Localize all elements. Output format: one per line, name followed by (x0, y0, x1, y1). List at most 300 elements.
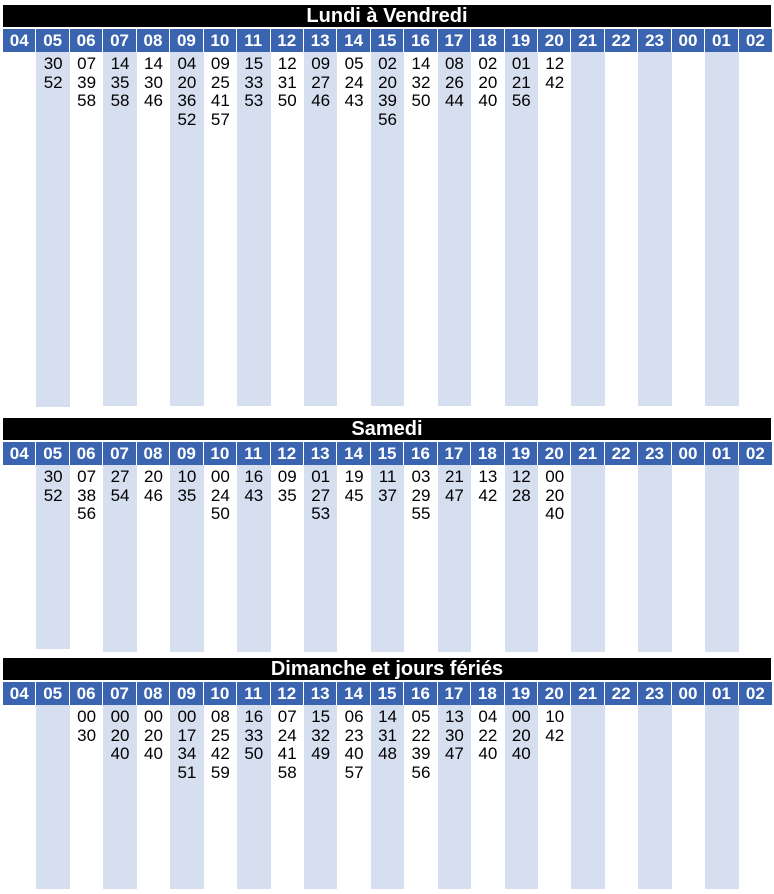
hour-cell: 15 (371, 682, 404, 705)
hour-column (471, 465, 504, 524)
hour-column (103, 705, 136, 782)
departure-minute: 06 (344, 707, 364, 726)
departure-minute: 55 (411, 504, 431, 523)
departure-minute: 46 (311, 91, 331, 110)
departure-minute: 35 (177, 485, 197, 505)
minutes-list (404, 52, 437, 111)
departure-minute: 12 (545, 54, 565, 73)
departure-minute: 09 (277, 467, 297, 486)
hour-cell: 12 (271, 442, 304, 465)
minutes-list (3, 705, 36, 708)
departure-minute: 23 (344, 725, 364, 745)
departure-minute: 14 (378, 707, 397, 726)
hour-cell: 23 (638, 682, 671, 705)
departure-minute: 53 (311, 504, 331, 523)
minutes-list (672, 705, 705, 708)
hour-cell: 19 (505, 442, 538, 465)
hour-cell: 22 (605, 682, 638, 705)
hour-cell: 04 (3, 29, 36, 52)
departure-minute: 24 (210, 485, 230, 505)
departure-minute: 50 (244, 744, 264, 763)
column-stripe (36, 705, 69, 889)
hour-column (538, 52, 571, 129)
hour-column (404, 465, 437, 524)
hour-cell: 05 (36, 682, 69, 705)
hour-column (204, 52, 237, 129)
departure-minute: 20 (110, 725, 130, 745)
minutes-list (3, 465, 36, 468)
minutes-list (337, 465, 370, 505)
hour-column (471, 705, 504, 782)
hour-cell: 16 (404, 29, 437, 52)
minutes-list (137, 52, 170, 111)
hour-column (271, 52, 304, 129)
departure-minute: 30 (444, 725, 464, 745)
hour-column (739, 52, 772, 129)
minutes-list (70, 705, 103, 745)
departure-minute: 07 (77, 54, 97, 73)
departure-minute: 42 (545, 72, 565, 92)
minutes-list (304, 705, 337, 764)
hour-cell: 20 (538, 682, 571, 705)
departure-minute: 42 (545, 725, 565, 745)
hour-column (337, 465, 370, 524)
hour-cell: 19 (505, 29, 538, 52)
departure-minute: 00 (210, 467, 230, 486)
departure-minute: 08 (444, 54, 464, 73)
hour-column (571, 465, 604, 524)
minutes-grid (3, 52, 771, 129)
minutes-list (672, 465, 705, 468)
departure-minute: 47 (444, 485, 464, 505)
minutes-list (36, 465, 69, 505)
departure-minute: 42 (210, 744, 230, 763)
hour-cell: 23 (638, 442, 671, 465)
departure-minute: 00 (545, 467, 565, 486)
minutes-list (271, 52, 304, 111)
departure-minute: 36 (177, 91, 197, 110)
departure-minute: 58 (77, 91, 97, 110)
hour-column (70, 705, 103, 782)
hour-column (371, 705, 404, 782)
minutes-list (672, 52, 705, 55)
minutes-list (237, 465, 270, 505)
minutes-grid (3, 465, 771, 524)
hour-column (103, 465, 136, 524)
departure-minute: 40 (511, 744, 531, 763)
departure-minute: 41 (210, 91, 230, 110)
departure-minute: 34 (177, 744, 197, 763)
hour-column (404, 52, 437, 129)
minutes-list (571, 705, 604, 708)
departure-minute: 40 (144, 744, 163, 763)
hour-cell: 16 (404, 442, 437, 465)
hour-cell: 05 (36, 442, 69, 465)
minutes-list (538, 465, 571, 524)
departure-minute: 35 (110, 72, 130, 92)
hour-column (137, 465, 170, 524)
minutes-list (505, 705, 538, 764)
hour-cell: 12 (271, 29, 304, 52)
departure-minute: 52 (43, 72, 63, 92)
departure-minute: 50 (210, 504, 230, 523)
hour-column (538, 705, 571, 782)
minutes-list (170, 705, 203, 782)
hour-column (705, 705, 738, 782)
departure-minute: 20 (545, 485, 565, 505)
departure-minute: 00 (177, 707, 197, 726)
departure-minute: 25 (210, 72, 230, 92)
hour-cell: 21 (571, 29, 604, 52)
hour-column (638, 52, 671, 129)
departure-minute: 03 (411, 467, 431, 486)
minutes-list (739, 52, 772, 55)
hour-column (705, 465, 738, 524)
minutes-list (739, 465, 772, 468)
hour-column (237, 705, 270, 782)
hour-column (3, 52, 36, 129)
hour-cell: 14 (337, 29, 370, 52)
hour-column (605, 705, 638, 782)
departure-minute: 30 (43, 54, 63, 73)
hour-column (571, 52, 604, 129)
departure-minute: 56 (378, 109, 397, 129)
hour-cell: 19 (505, 682, 538, 705)
minutes-list (538, 705, 571, 745)
minutes-list (705, 465, 738, 468)
departure-minute: 15 (311, 707, 331, 726)
minutes-list (103, 465, 136, 505)
column-stripe (638, 705, 671, 889)
departure-minute: 12 (277, 54, 297, 73)
column-stripe (36, 52, 69, 407)
departure-minute: 50 (277, 91, 297, 110)
departure-minute: 22 (411, 725, 431, 745)
hour-column (471, 52, 504, 129)
departure-minute: 43 (344, 91, 364, 110)
hour-column (271, 465, 304, 524)
timetable-section (3, 658, 771, 782)
departure-minute: 16 (244, 467, 264, 486)
hour-cell: 01 (705, 29, 738, 52)
departure-minute: 08 (210, 707, 230, 726)
hour-header-row (3, 29, 771, 52)
hour-column (170, 705, 203, 782)
hour-cell: 09 (170, 682, 203, 705)
hour-column (371, 465, 404, 524)
hour-cell: 18 (471, 442, 504, 465)
minutes-list (638, 52, 671, 55)
hour-cell: 02 (739, 442, 772, 465)
hour-column (137, 705, 170, 782)
hour-column (36, 52, 69, 129)
hour-cell: 09 (170, 29, 203, 52)
minutes-list (337, 705, 370, 782)
departure-minute: 39 (411, 744, 431, 763)
departure-minute: 46 (144, 91, 163, 110)
column-stripe (638, 465, 671, 652)
minutes-list (404, 705, 437, 782)
departure-minute: 05 (411, 707, 431, 726)
departure-minute: 24 (277, 725, 297, 745)
hour-column (739, 705, 772, 782)
departure-minute: 52 (177, 109, 197, 129)
hour-column (672, 52, 705, 129)
departure-minute: 42 (478, 485, 498, 505)
timetable-section (3, 418, 771, 524)
hour-cell: 01 (705, 442, 738, 465)
departure-minute: 01 (311, 467, 331, 486)
minutes-list (3, 52, 36, 55)
hour-cell: 11 (237, 682, 270, 705)
minutes-list (538, 52, 571, 92)
hour-column (237, 52, 270, 129)
hour-cell: 02 (739, 682, 772, 705)
minutes-list (638, 705, 671, 708)
hour-column (638, 465, 671, 524)
minutes-list (638, 465, 671, 468)
hour-cell: 18 (471, 682, 504, 705)
departure-minute: 37 (378, 485, 397, 505)
hour-column (371, 52, 404, 129)
hour-cell: 23 (638, 29, 671, 52)
departure-minute: 00 (144, 707, 163, 726)
minutes-list (438, 52, 471, 111)
hour-column (204, 705, 237, 782)
column-stripe (571, 465, 604, 652)
hour-column (438, 52, 471, 129)
column-stripe (705, 465, 738, 652)
hour-cell: 08 (137, 29, 170, 52)
hour-cell: 11 (237, 29, 270, 52)
minutes-list (70, 52, 103, 111)
minutes-list (739, 705, 772, 708)
departure-minute: 00 (110, 707, 130, 726)
hour-column (505, 705, 538, 782)
departure-minute: 40 (110, 744, 130, 763)
departure-minute: 13 (444, 707, 464, 726)
departure-minute: 26 (444, 72, 464, 92)
departure-minute: 30 (144, 72, 163, 92)
column-stripe (638, 52, 671, 406)
minutes-list (204, 465, 237, 524)
minutes-list (137, 465, 170, 505)
hour-cell: 15 (371, 442, 404, 465)
departure-minute: 47 (444, 744, 464, 763)
departure-minute: 01 (511, 54, 531, 73)
departure-minute: 29 (411, 485, 431, 505)
minutes-list (103, 705, 136, 764)
minutes-list (371, 52, 404, 129)
hour-cell: 07 (103, 682, 136, 705)
departure-minute: 56 (511, 91, 531, 110)
departure-minute: 46 (144, 485, 163, 505)
hour-column (538, 465, 571, 524)
minutes-list (471, 52, 504, 111)
minutes-list (705, 705, 738, 708)
hour-cell: 17 (438, 29, 471, 52)
hour-cell: 13 (304, 442, 337, 465)
column-stripe (705, 705, 738, 889)
hour-column (337, 705, 370, 782)
hour-cell: 10 (204, 29, 237, 52)
section-title: Dimanche et jours fériés (3, 658, 771, 680)
hour-cell: 22 (605, 29, 638, 52)
minutes-list (170, 52, 203, 129)
hour-column (304, 705, 337, 782)
departure-minute: 58 (277, 762, 297, 782)
hour-column (137, 52, 170, 129)
minutes-list (103, 52, 136, 111)
minutes-list (237, 705, 270, 764)
minutes-list (571, 465, 604, 468)
departure-minute: 20 (478, 72, 498, 92)
hour-column (739, 465, 772, 524)
departure-minute: 38 (77, 485, 97, 505)
hour-cell: 02 (739, 29, 772, 52)
hour-column (404, 705, 437, 782)
hour-cell: 05 (36, 29, 69, 52)
departure-minute: 53 (244, 91, 264, 110)
minutes-list (371, 465, 404, 505)
departure-minute: 51 (177, 762, 197, 782)
departure-minute: 54 (110, 485, 130, 505)
hour-column (271, 705, 304, 782)
hour-column (304, 52, 337, 129)
section-title: Lundi à Vendredi (3, 5, 771, 27)
hour-column (438, 465, 471, 524)
departure-minute: 05 (344, 54, 364, 73)
hour-cell: 09 (170, 442, 203, 465)
departure-minute: 02 (478, 54, 498, 73)
departure-minute: 57 (344, 762, 364, 782)
hour-cell: 08 (137, 682, 170, 705)
hour-cell: 18 (471, 29, 504, 52)
departure-minute: 14 (110, 54, 130, 73)
departure-minute: 17 (177, 725, 197, 745)
hour-cell: 06 (70, 682, 103, 705)
departure-minute: 20 (177, 72, 197, 92)
departure-minute: 56 (77, 504, 97, 523)
hour-cell: 04 (3, 442, 36, 465)
departure-minute: 50 (411, 91, 431, 110)
departure-minute: 27 (311, 72, 331, 92)
departure-minute: 21 (444, 467, 464, 486)
departure-minute: 57 (210, 109, 230, 129)
minutes-list (36, 705, 69, 708)
hour-cell: 07 (103, 29, 136, 52)
departure-minute: 59 (210, 762, 230, 782)
hour-cell: 21 (571, 682, 604, 705)
departure-minute: 40 (478, 91, 498, 110)
hour-cell: 20 (538, 442, 571, 465)
departure-minute: 09 (210, 54, 230, 73)
departure-minute: 32 (311, 725, 331, 745)
hour-column (505, 465, 538, 524)
hour-header-row (3, 682, 771, 705)
hour-cell: 11 (237, 442, 270, 465)
departure-minute: 02 (378, 54, 397, 73)
column-stripe (571, 705, 604, 889)
minutes-list (471, 465, 504, 505)
hour-column (103, 52, 136, 129)
hour-cell: 10 (204, 442, 237, 465)
hour-cell: 06 (70, 442, 103, 465)
minutes-list (705, 52, 738, 55)
hour-column (204, 465, 237, 524)
hour-column (505, 52, 538, 129)
departure-minute: 14 (144, 54, 163, 73)
hour-cell: 14 (337, 682, 370, 705)
departure-minute: 20 (144, 467, 163, 486)
departure-minute: 43 (244, 485, 264, 505)
departure-minute: 40 (545, 504, 565, 523)
departure-minute: 15 (244, 54, 264, 73)
hour-cell: 13 (304, 29, 337, 52)
minutes-list (337, 52, 370, 111)
minutes-list (404, 465, 437, 524)
departure-minute: 12 (511, 467, 531, 486)
departure-minute: 21 (511, 72, 531, 92)
minutes-grid (3, 705, 771, 782)
hour-cell: 21 (571, 442, 604, 465)
hour-column (571, 705, 604, 782)
hour-column (70, 52, 103, 129)
minutes-list (271, 465, 304, 505)
departure-minute: 19 (344, 467, 364, 486)
hour-column (337, 52, 370, 129)
departure-minute: 04 (177, 54, 197, 73)
hour-column (605, 52, 638, 129)
minutes-list (438, 705, 471, 764)
departure-minute: 24 (344, 72, 364, 92)
departure-minute: 56 (411, 762, 431, 782)
hour-column (237, 465, 270, 524)
minutes-list (204, 52, 237, 129)
hour-column (672, 465, 705, 524)
minutes-list (170, 465, 203, 505)
hour-cell: 13 (304, 682, 337, 705)
departure-minute: 07 (277, 707, 297, 726)
departure-minute: 28 (511, 485, 531, 505)
minutes-list (571, 52, 604, 55)
departure-minute: 31 (277, 72, 297, 92)
minutes-list (36, 52, 69, 92)
minutes-list (605, 52, 638, 55)
hour-cell: 00 (672, 29, 705, 52)
minutes-list (304, 465, 337, 524)
departure-minute: 09 (311, 54, 331, 73)
departure-minute: 20 (511, 725, 531, 745)
departure-minute: 30 (43, 467, 63, 486)
minutes-list (371, 705, 404, 764)
hour-cell: 20 (538, 29, 571, 52)
hour-cell: 08 (137, 442, 170, 465)
departure-minute: 16 (244, 707, 264, 726)
hour-cell: 06 (70, 29, 103, 52)
minutes-list (505, 465, 538, 505)
hour-cell: 15 (371, 29, 404, 52)
hour-column (170, 465, 203, 524)
minutes-list (605, 465, 638, 468)
departure-minute: 45 (344, 485, 364, 505)
minutes-list (438, 465, 471, 505)
hour-column (605, 465, 638, 524)
departure-minute: 39 (77, 72, 97, 92)
departure-minute: 20 (378, 72, 397, 92)
departure-minute: 31 (378, 725, 397, 745)
departure-minute: 25 (210, 725, 230, 745)
